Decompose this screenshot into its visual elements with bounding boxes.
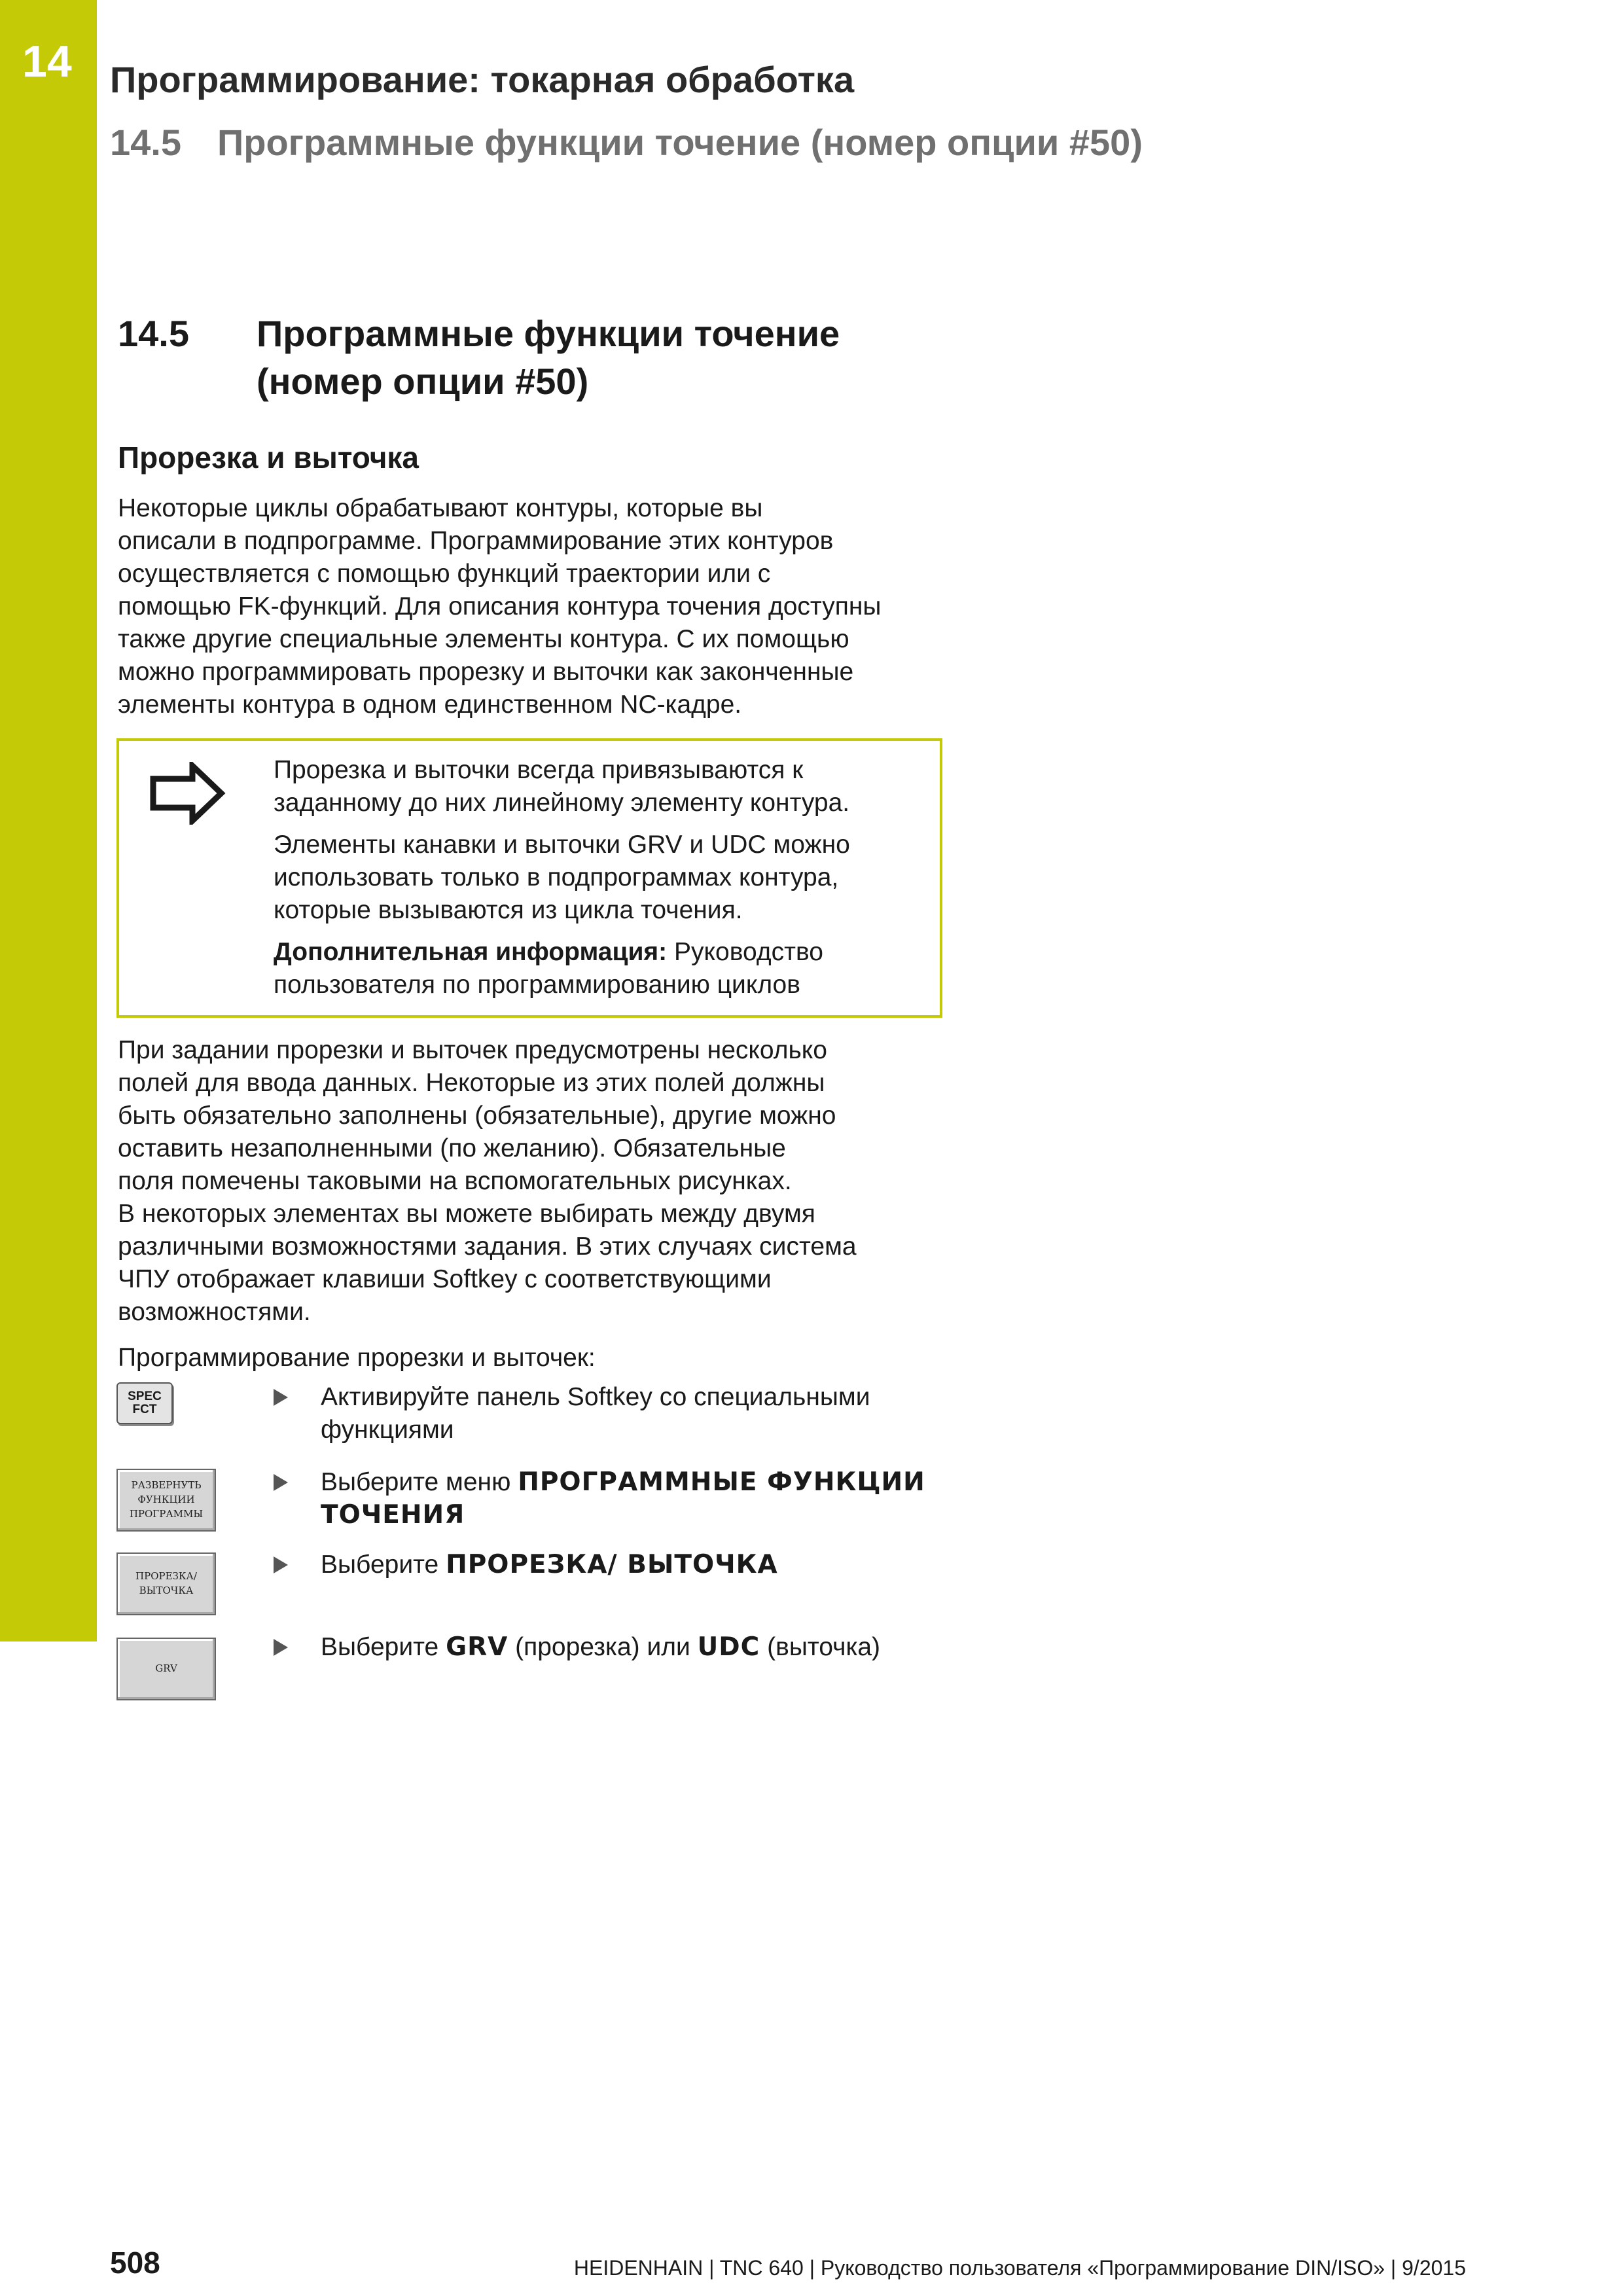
steps-intro: Программирование прорезки и выточек: — [118, 1344, 596, 1372]
note-paragraph-1: Прорезка и выточки всегда привязываются к заданному до них линейному элементу контура. — [274, 756, 850, 817]
step-4 — [280, 1631, 967, 1664]
step-4-suffix: (выточка) — [760, 1633, 881, 1661]
running-section-title: Программные функции точение (номер опции #50) — [217, 122, 1143, 163]
running-section-number: 14.5 — [110, 122, 181, 163]
section-number: 14.5 — [118, 313, 189, 354]
groove-undercut-softkey-label: ПРОРЕЗКА/ ВЫТОЧКА — [135, 1570, 197, 1596]
step-4-udc: UDC — [697, 1632, 760, 1662]
step-1-text: Активируйте панель Softkey со специальными функциями — [321, 1383, 870, 1444]
step-3 — [280, 1549, 967, 1581]
step-4-prefix: Выберите — [321, 1633, 446, 1661]
running-section-header — [110, 120, 1143, 164]
grv-softkey-label: GRV — [155, 1662, 177, 1675]
chapter-title: Программирование: токарная обработка — [110, 59, 855, 100]
step-3-text — [321, 1549, 967, 1581]
groove-undercut-softkey[interactable] — [116, 1552, 216, 1615]
spec-fct-key[interactable] — [116, 1382, 173, 1424]
step-2-text — [321, 1466, 967, 1532]
section-title: Программные функции точение (номер опции #50) — [257, 313, 840, 402]
note-box — [116, 738, 942, 1018]
step-2 — [280, 1466, 967, 1532]
step-bullet-icon — [274, 1639, 288, 1656]
expand-program-functions-softkey[interactable] — [116, 1469, 216, 1532]
page-number: 508 — [110, 2246, 160, 2280]
footer-text: HEIDENHAIN | TNC 640 | Руководство пользователя «Программирование DIN/ISO» | 9/2015 — [573, 2256, 1466, 2280]
step-2-menu-name: ПРОГРАММНЫЕ ФУНКЦИИ ТОЧЕНИЯ — [321, 1467, 925, 1530]
note-more-info-text: Руководство пользователя по программированию циклов — [274, 938, 823, 999]
body-paragraph: При задании прорезки и выточек предусмотрены несколько полей для ввода данных. Некоторые из этих полей должны быть обязательно заполнены (обязательные), другие можно оставить незаполненными (по желанию). Обязательные поля помечены таковыми на вспомогательных рисунках. В некоторых элементах вы можете выбирать между двумя различными возможностями задания. В этих случаях система ЧПУ отображает клавиши Softkey с соответствующими возможностями. — [118, 1036, 857, 1326]
grv-softkey[interactable] — [116, 1638, 216, 1700]
note-paragraph-3 — [274, 936, 935, 1001]
chapter-side-bar — [0, 0, 97, 1641]
step-4-text — [321, 1631, 967, 1664]
step-bullet-icon — [274, 1474, 288, 1491]
right-arrow-icon — [149, 762, 226, 825]
intro-paragraph: Некоторые циклы обрабатывают контуры, которые вы описали в подпрограмме. Программирование этих контуров осуществляется с помощью функций траектории или с помощью FK-функций. Для описания контура точения доступны также другие специальные элементы контура. С их помощью можно программировать прорезку и выточки как законченные элементы контура в одном единственном NC-кадре. — [118, 494, 882, 719]
note-paragraph-2: Элементы канавки и выточки GRV и UDC можно использовать только в подпрограммах контура, которые вызываются из цикла точения. — [274, 831, 850, 924]
step-4-grv: GRV — [446, 1632, 508, 1662]
expand-program-functions-softkey-label: РАЗВЕРНУТЬ ФУНКЦИИ ПРОГРАММЫ — [129, 1479, 204, 1520]
step-3-softkey-name: ПРОРЕЗКА/ ВЫТОЧКА — [446, 1550, 778, 1579]
step-3-prefix: Выберите — [321, 1551, 446, 1579]
step-1 — [280, 1381, 967, 1446]
chapter-number: 14 — [22, 37, 72, 86]
subheading: Прорезка и выточка — [118, 440, 419, 475]
step-bullet-icon — [274, 1389, 288, 1406]
step-bullet-icon — [274, 1556, 288, 1573]
note-more-info-label: Дополнительная информация: — [274, 938, 668, 966]
spec-fct-key-label: SPEC FCT — [128, 1390, 162, 1416]
step-2-prefix: Выберите меню — [321, 1468, 518, 1496]
step-4-middle: (прорезка) или — [508, 1633, 698, 1661]
